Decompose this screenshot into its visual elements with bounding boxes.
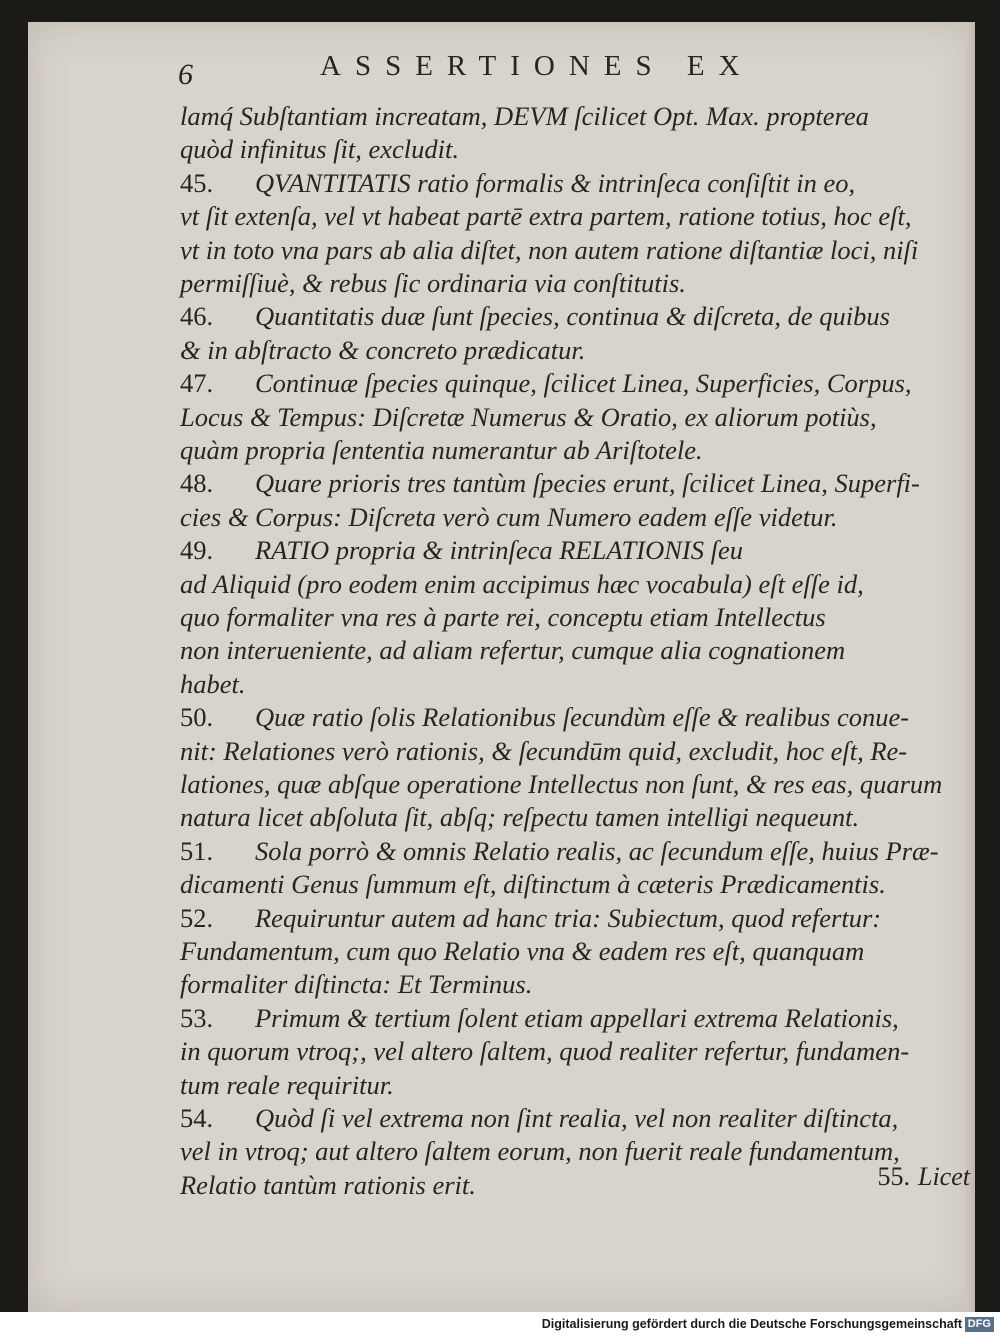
funding-credit: Digitalisierung gefördert durch die Deutsche Forschungsgemeinschaft: [541, 1317, 962, 1331]
line-text: nit: Relationes verò rationis, & ſecundūm quid, excludit, hoc eſt, Re-: [180, 735, 908, 766]
line-text: tum reale requiritur.: [180, 1069, 394, 1100]
line-text: QVANTITATIS ratio formalis & intrinſeca conſiſtit in eo,: [255, 167, 856, 198]
line-text: quo formaliter vna res à parte rei, conceptu etiam Intellectus: [180, 602, 826, 632]
text-line: [180, 267, 686, 300]
paragraph-number: 45.: [180, 167, 214, 198]
line-text: vt ſit extenſa, vel vt habeat partē extra partem, ratione totius, hoc eſt,: [180, 201, 912, 232]
line-text: lamq́ Subſtantiam increatam, DEVM ſcilicet Opt. Max. propterea: [180, 101, 869, 131]
line-text: natura licet abſoluta ſit, abſq; reſpectu tamen intelligi nequeunt.: [180, 802, 860, 833]
paragraph-number: 51.: [180, 835, 214, 866]
page-edge: [965, 22, 975, 1312]
catchword-word: Licet: [918, 1162, 970, 1191]
line-text: vt in toto vna pars ab alia diſtet, non autem ratione diſtantiæ loci, niſi: [180, 234, 919, 265]
line-text: Requiruntur autem ad hanc tria: Subiectum, quod refertur:: [255, 902, 882, 933]
paragraph-number: 50.: [180, 702, 214, 733]
line-text: Primum & tertium ſolent etiam appellari extrema Relationis,: [255, 1002, 899, 1033]
text-line: [180, 133, 459, 166]
paragraph-number: 49.: [180, 535, 214, 566]
line-text: & in abſtracto & concreto prædicatur.: [180, 334, 586, 365]
text-line: [180, 868, 886, 901]
text-line: [180, 634, 845, 667]
line-text: vel in vtroq; aut altero ſaltem eorum, non fuerit reale fundamentum,: [180, 1136, 900, 1167]
text-line: [180, 501, 837, 534]
line-text: quàm propria ſententia numerantur ab Ariſtotele.: [180, 435, 703, 465]
line-text: Continuæ ſpecies quinque, ſcilicet Linea, Superficies, Corpus,: [255, 368, 912, 399]
text-line: [180, 467, 920, 500]
paragraph-number: 54.: [180, 1103, 214, 1133]
line-text: non interueniente, ad aliam refertur, cumque alia cognationem: [180, 635, 846, 666]
text-line: [180, 768, 942, 801]
dfg-logo: DFG: [965, 1317, 994, 1332]
line-text: permiſſiuè, & rebus ſic ordinaria via conſtitutis.: [180, 268, 686, 298]
line-text: ad Aliquid (pro eodem enim accipimus hæc vocabula) eſt eſſe id,: [180, 568, 864, 599]
paragraph-number: 46.: [180, 301, 214, 332]
text-line: [180, 1035, 909, 1068]
paragraph-number: 53.: [180, 1002, 214, 1033]
text-line: [180, 1102, 898, 1135]
catchword-number: 55.: [877, 1162, 910, 1191]
line-text: Sola porrò & omnis Relatio realis, ac ſecundum eſſe, huius Præ-: [255, 835, 939, 866]
text-line: [180, 200, 912, 233]
line-text: in quorum vtroq;, vel altero ſaltem, quod realiter refertur, fundamen-: [180, 1036, 910, 1067]
text-line: [180, 334, 585, 367]
text-line: [180, 902, 881, 935]
paragraph-number: 48.: [180, 468, 214, 499]
text-line: [180, 668, 246, 701]
text-line: [180, 100, 869, 133]
text-line: [180, 367, 912, 400]
line-text: Quæ ratio ſolis Relationibus ſecundùm eſſe & realibus conue-: [255, 702, 910, 733]
line-text: Fundamentum, cum quo Relatio vna & eadem res eſt, quanquam: [180, 936, 865, 966]
text-line: [180, 568, 864, 601]
paragraph-number: 47.: [180, 368, 214, 399]
text-line: [180, 735, 907, 768]
text-line: [180, 1069, 394, 1102]
text-line: [180, 801, 859, 834]
text-line: [180, 300, 890, 333]
line-text: RATIO propria & intrinſeca RELATIONIS ſeu: [255, 535, 744, 566]
digitization-footer: [0, 1312, 1000, 1337]
text-line: [180, 935, 864, 968]
line-text: quòd infinitus ſit, excludit.: [180, 134, 459, 165]
line-text: Relatio tantùm rationis erit.: [180, 1169, 476, 1200]
text-line: [180, 234, 918, 267]
running-head: ASSERTIONES EX: [320, 50, 754, 82]
text-line: [180, 1002, 899, 1035]
page-number: 6: [178, 58, 193, 91]
text-line: [180, 968, 532, 1001]
text-line: [180, 1169, 476, 1202]
text-line: [180, 434, 703, 467]
line-text: Locus & Tempus: Diſcretæ Numerus & Oratio, ex aliorum potiùs,: [180, 401, 877, 432]
paragraph-number: 52.: [180, 902, 214, 933]
line-text: dicamenti Genus ſummum eſt, diſtinctum à cæteris Prædicamentis.: [180, 869, 886, 900]
text-line: [180, 701, 909, 734]
text-line: [180, 1135, 900, 1168]
text-line: [180, 167, 855, 200]
line-text: formaliter diſtincta: Et Terminus.: [180, 969, 533, 1000]
line-text: Quòd ſi vel extrema non ſint realia, vel non realiter diſtincta,: [255, 1103, 899, 1133]
text-line: [180, 835, 939, 868]
line-text: cies & Corpus: Diſcreta verò cum Numero eadem eſſe videtur.: [180, 501, 838, 532]
text-line: [180, 601, 826, 634]
catchword: [878, 1162, 971, 1192]
line-text: Quare prioris tres tantùm ſpecies erunt, ſcilicet Linea, Superfi-: [255, 468, 920, 499]
line-text: lationes, quæ abſque operatione Intellectus non ſunt, & res eas, quarum: [180, 769, 943, 799]
text-line: [180, 534, 743, 567]
line-text: habet.: [180, 668, 246, 699]
line-text: Quantitatis duæ ſunt ſpecies, continua & diſcreta, de quibus: [255, 301, 890, 332]
text-line: [180, 401, 877, 434]
